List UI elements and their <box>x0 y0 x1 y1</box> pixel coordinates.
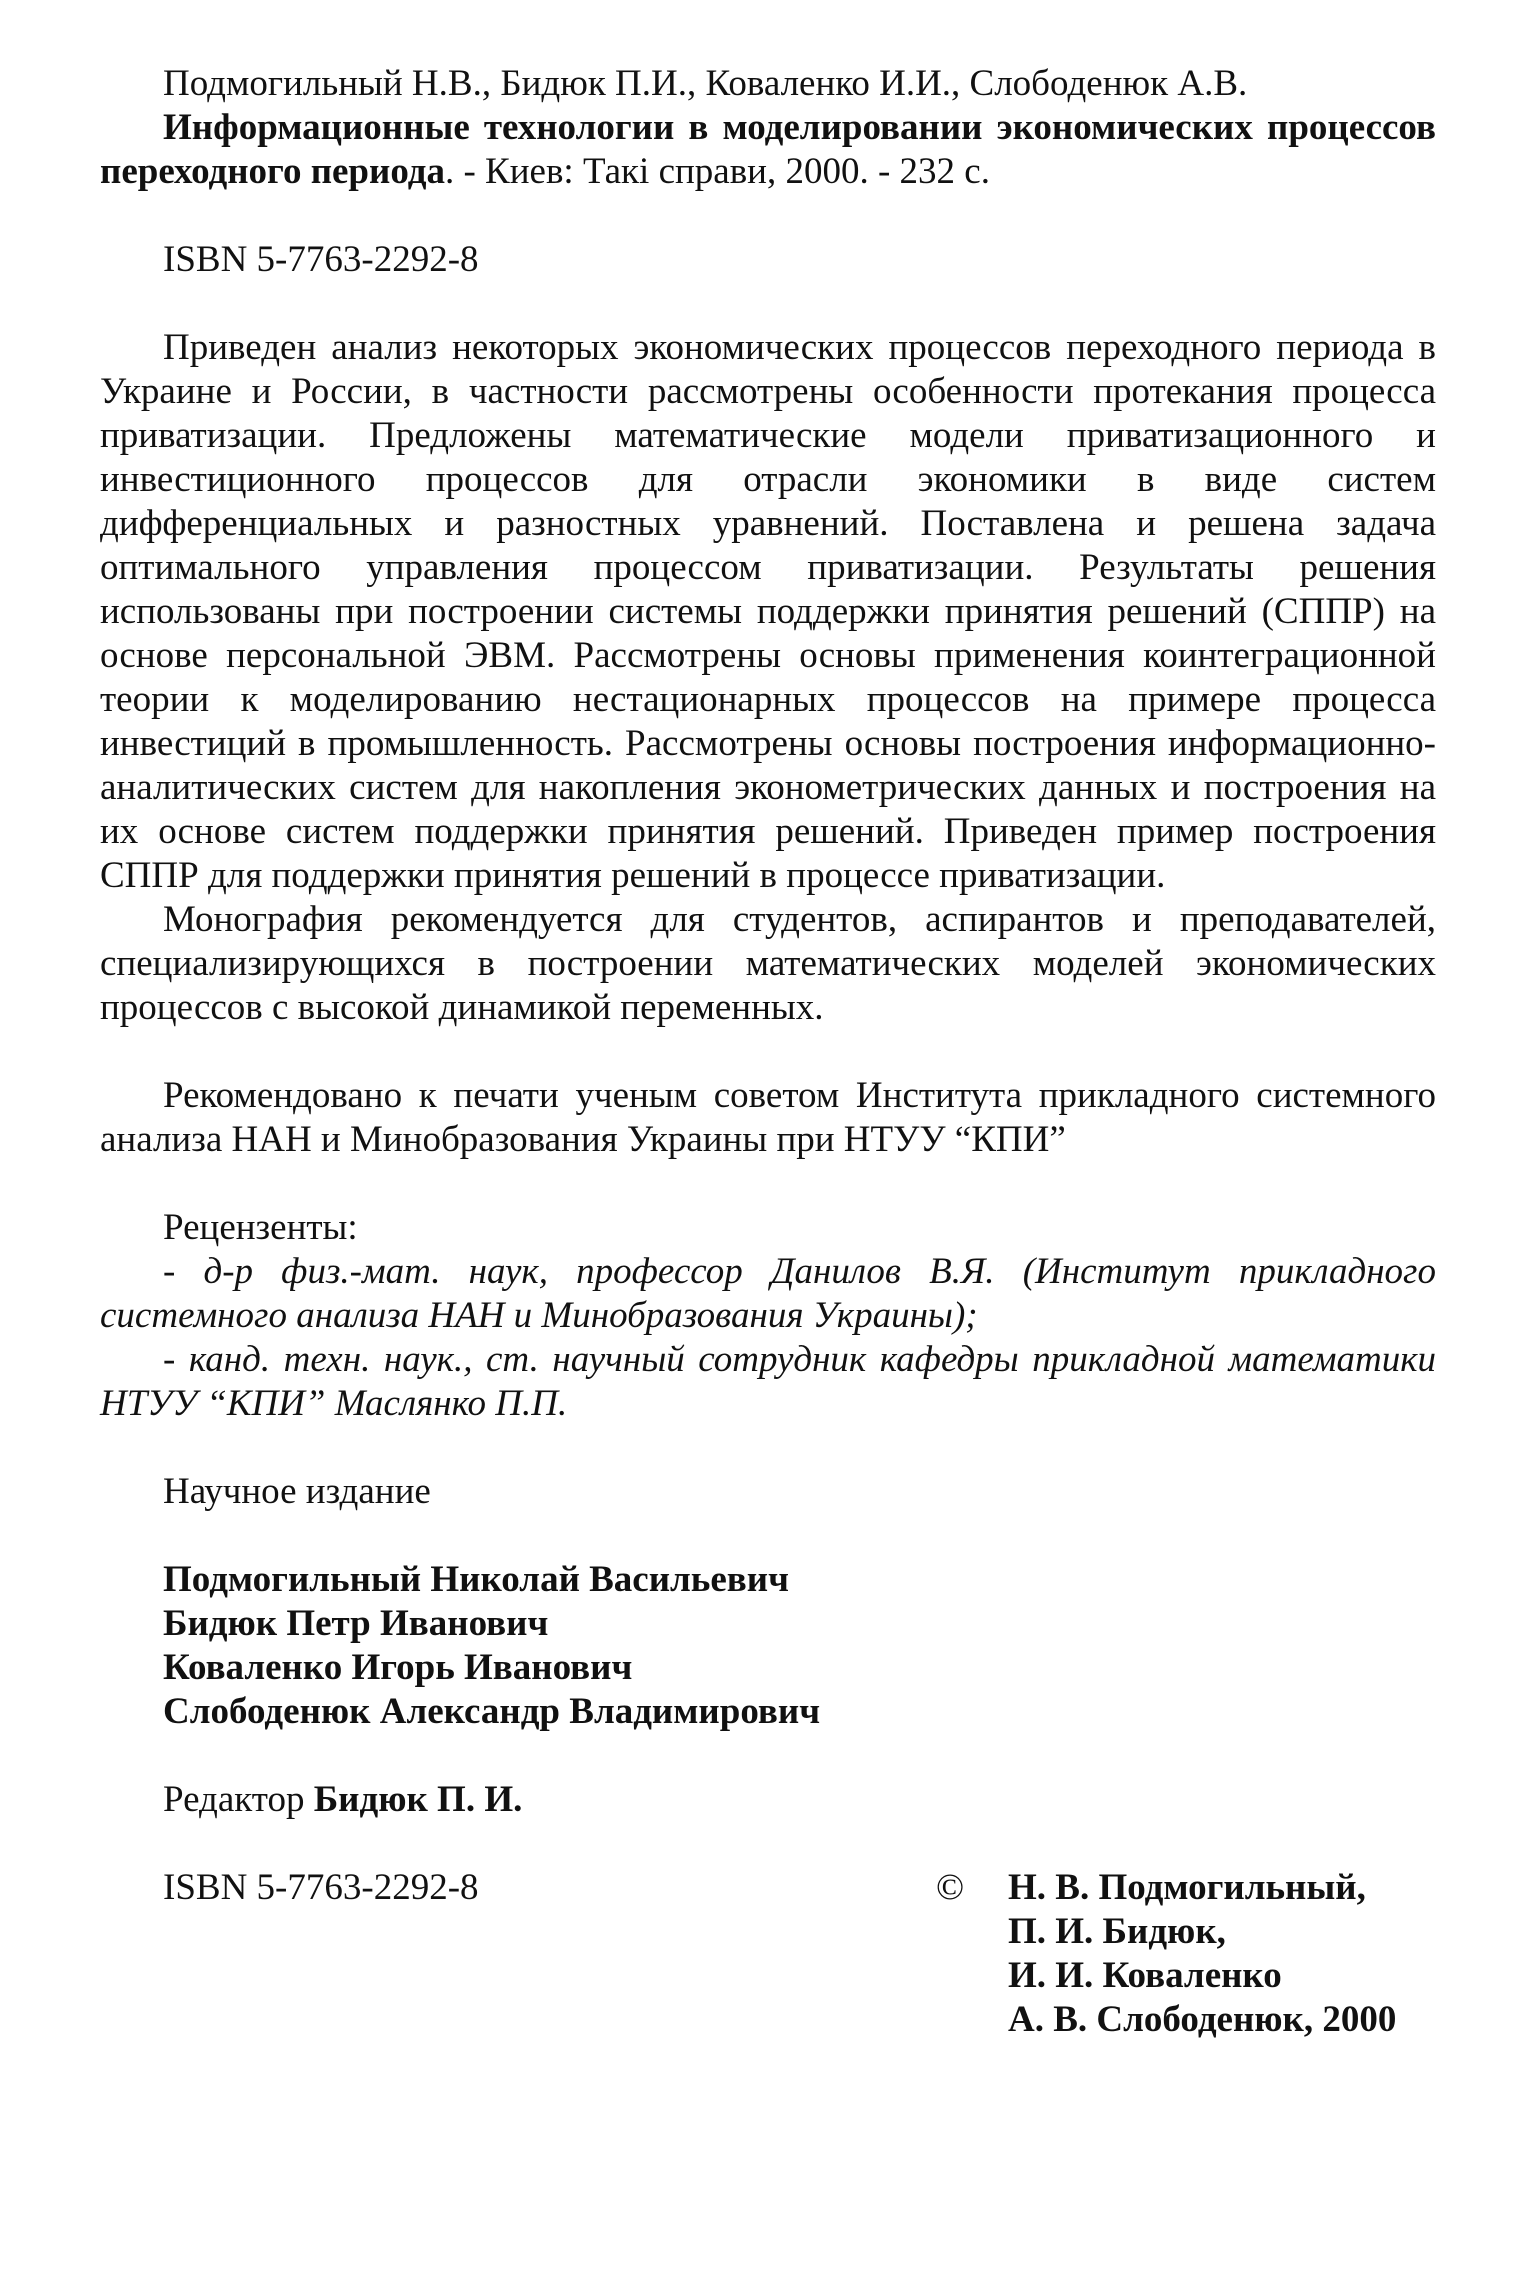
copyright-row <box>100 1866 1436 2042</box>
annotation-paragraph: Монография рекомендуется для студентов, аспирантов и преподавателей, специализирующихся в построении математических моделей экономических процессов с высокой динамикой переменных. <box>100 899 1436 1028</box>
full-names <box>100 1558 1436 1734</box>
copyright-holder: Н. В. Подмогильный, <box>1008 1867 1366 1908</box>
full-name: Слободенюк Александр Владимирович <box>163 1691 821 1732</box>
reviewers <box>100 1206 1436 1426</box>
isbn-top: ISBN 5-7763-2292-8 <box>163 239 479 280</box>
reviewer-item: - д-р физ.-мат. наук, профессор Данилов В.Я. (Институт прикладного системного анализа НАН и Минобразования Украины); <box>100 1251 1436 1336</box>
reviewer-item: - канд. техн. наук., ст. научный сотрудник кафедры прикладной математики НТУУ “КПИ” Маслянко П.П. <box>100 1339 1436 1424</box>
annotation <box>100 326 1436 1030</box>
recommendation: Рекомендовано к печати ученым советом Института прикладного системного анализа НАН и Минобразования Украины при НТУУ “КПИ” <box>100 1075 1436 1160</box>
copyright-holder: И. И. Коваленко <box>1008 1955 1282 1996</box>
copyright-holders <box>1008 1866 1396 2042</box>
copyright-block <box>936 1866 1436 2042</box>
copyright-holder: П. И. Бидюк, <box>1008 1911 1226 1952</box>
annotation-paragraph: Приведен анализ некоторых экономических процессов переходного периода в Украине и России, в частности рассмотрены особенности протекания процесса приватизации. Предложены математические модели приватизационного и инвестиционного процессов для отрасли экономики в виде систем дифференциальных и разностных уравнений. Поставлена и решена задача оптимального управления процессом приватизации. Результаты решения использованы при построении системы поддержки принятия решений (СППР) на основе персональной ЭВМ. Рассмотрены основы применения коинтеграционной теории к моделированию нестационарных процессов на примере процесса инвестиций в промышленность. Рассмотрены основы построения информационно-аналитических систем для накопления эконометрических данных и построения на их основе систем поддержки принятия решений. Приведен пример построения СППР для поддержки принятия решений в процессе приватизации. <box>100 327 1436 896</box>
editor <box>100 1778 1436 1822</box>
full-name: Коваленко Игорь Иванович <box>163 1647 633 1688</box>
citation-body <box>100 106 1436 194</box>
citation-rest: . - Киев: Такі справи, 2000. - 232 с. <box>444 151 990 192</box>
editor-name: Бидюк П. И. <box>313 1779 523 1820</box>
copyright-holder: А. В. Слободенюк, 2000 <box>1008 1999 1397 2040</box>
reviewers-heading: Рецензенты: <box>163 1207 358 1248</box>
edition-type: Научное издание <box>163 1471 431 1512</box>
isbn-bottom: ISBN 5-7763-2292-8 <box>163 1867 479 1908</box>
citation-authors: Подмогильный Н.В., Бидюк П.И., Коваленко И.И., Слободенюк А.В. <box>163 63 1248 104</box>
editor-label: Редактор <box>163 1779 305 1820</box>
copyright-sign: © <box>936 1867 965 1908</box>
full-name: Бидюк Петр Иванович <box>163 1603 549 1644</box>
full-name: Подмогильный Николай Васильевич <box>163 1559 789 1600</box>
citation <box>100 62 1436 194</box>
citation-title: Информационные технологии в моделировании экономических процессов переходного периода <box>100 107 1436 192</box>
